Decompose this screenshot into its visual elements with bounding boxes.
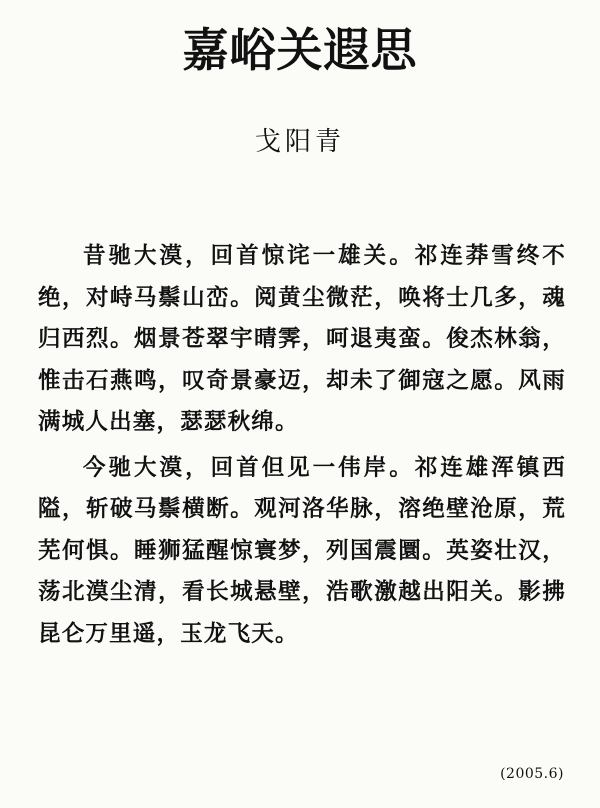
poem-title: 嘉峪关遐思 [182, 23, 418, 77]
poem-body [38, 236, 566, 659]
poem-paragraph-1: 昔驰大漠，回首惊诧一雄关。祁连莽雪终不绝，对峙马鬃山峦。阅黄尘微茫，唤将士几多，魂归西烈。烟景苍翠宇晴霁，呵退夷蛮。俊杰林翁，惟击石燕鸣，叹奇景豪迈，却未了御寇之愿。风雨满城人出塞，瑟瑟秋绵。 [38, 243, 566, 435]
date-stamp: (2005.6) [500, 766, 564, 782]
author-name: 戈阳青 [254, 127, 345, 157]
poem-paragraph-2: 今驰大漠，回首但见一伟岸。祁连雄浑镇西隘，斩破马鬃横断。观河洛华脉，溶绝壁沧原，荒芜何惧。睡狮猛醒惊寰梦，列国震圜。英姿壮汉，荡北漠尘清，看长城悬壁，浩歌激越出阳关。影拂昆仑万里遥，玉龙飞天。 [38, 454, 566, 647]
